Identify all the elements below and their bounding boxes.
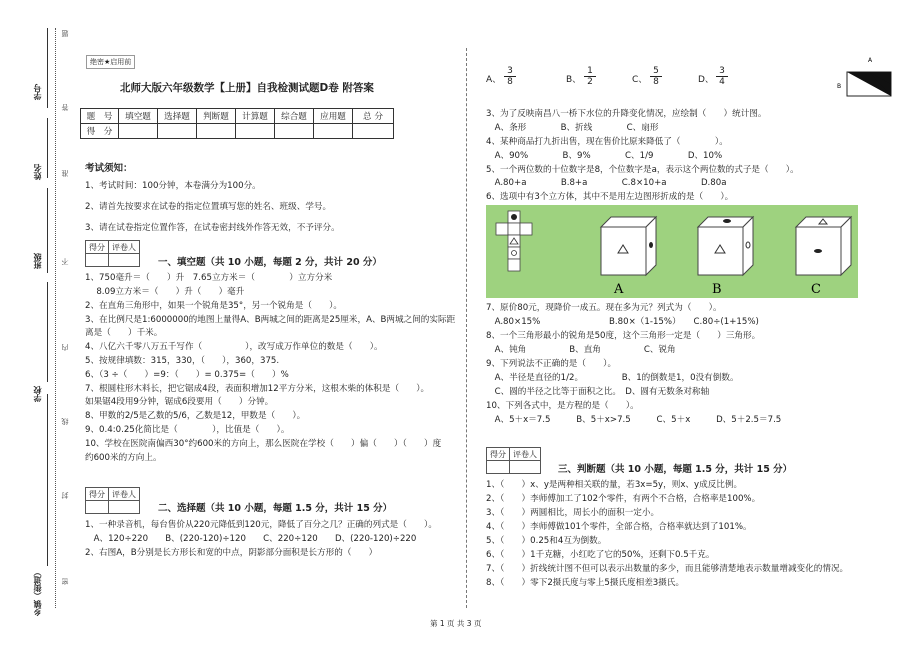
fill-line: 如果锯4段用9分钟，锯成6段要用（ ）分钟。 (85, 397, 274, 407)
choice-line: 2、右图A，B分别是长方形长和宽的中点，阴影部分面积是长方形的（ ） (85, 548, 378, 558)
score-header-cell: 综合题 (275, 109, 314, 124)
choice-line: 1、一种录音机，每台售价从220元降低到120元，降低了百分之几？正确的列式是（ ）。 (85, 520, 437, 530)
label-student-id: 学号 (33, 84, 42, 100)
score-cell[interactable] (119, 124, 158, 139)
right-choice-line: 8、一个三角形最小的锐角是50度，这个三角形一定是（ ）三角形。 (486, 331, 761, 341)
score-header-cell: 应用题 (314, 109, 353, 124)
seal-tip: 密 (61, 578, 69, 585)
fill-line: 9、0.4:0.25化简比是（ ），比值是（ ）。 (85, 425, 290, 435)
grading-score-label: 得分 (487, 448, 510, 461)
right-choice-line: A.80×15% B.80×（1-15%） C.80÷(1+15%) (486, 317, 759, 327)
option-letter: A、 (486, 75, 502, 85)
right-choice-line: 9、下列说法不正确的是（ ）。 (486, 359, 617, 369)
right-choice-line: A.80+a B.8+a C.8×10+a D.80a (486, 178, 727, 188)
right-choice-line: 6、选项中有3个立方体，其中不是用左边图形折成的是（ ）。 (486, 192, 734, 202)
grading-grader-cell[interactable] (109, 501, 140, 514)
cube-options-figure (486, 205, 858, 298)
denominator: 4 (719, 77, 725, 87)
cube-drawing (486, 205, 858, 298)
section-judge-title: 三、判断题（共 10 小题，每题 1.5 分，共计 15 分） (558, 464, 793, 475)
choice-line: A、120÷220 B、(220-120)÷120 C、220÷120 D、(220-120)÷220 (85, 534, 417, 544)
notice-item: 3、请在试卷指定位置作答，在试卷密封线外作答无效，不予评分。 (85, 223, 340, 233)
notice-title: 考试须知： (85, 163, 133, 174)
fill-line: 8、甲数的2/5是乙数的5/6，乙数是12，甲数是（ ）。 (85, 411, 306, 421)
judge-line: 8、（ ）零下2摄氏度与零上5摄氏度相差3摄氏。 (486, 578, 685, 588)
grading-score-cell[interactable] (86, 254, 109, 267)
score-header-cell: 判断题 (197, 109, 236, 124)
right-choice-line: C、圆的半径之比等于面积之比。 D、圆有无数条对称轴 (486, 387, 710, 397)
option-letter: C、 (632, 75, 648, 85)
score-header-cell: 填空题 (119, 109, 158, 124)
seal-tip: 题 (61, 30, 69, 37)
judge-line: 2、（ ）李师傅加工了102个零件，有两个不合格，合格率是100%。 (486, 494, 761, 504)
score-header-cell: 总 分 (353, 109, 394, 124)
cube-label-a: A (614, 282, 624, 297)
judge-line: 4、（ ）李师傅做101个零件，全部合格，合格率就达到了101%。 (486, 522, 752, 532)
figure-label-a: A (868, 57, 873, 64)
grading-grader-label: 评卷人 (510, 448, 541, 461)
fill-line: 2、在直角三角形中，如果一个锐角是35°，另一个锐角是（ ）。 (85, 301, 343, 311)
grading-grader-label: 评卷人 (109, 241, 140, 254)
denominator: 8 (507, 77, 513, 87)
page-footer: 第 1 页 共 3 页 (430, 619, 482, 628)
label-school: 学校 (33, 386, 42, 402)
figure-label-b: B (837, 83, 842, 90)
score-header-cell: 题 号 (81, 109, 119, 124)
column-divider (466, 48, 467, 608)
binding-line (47, 394, 48, 566)
seal-tip: 答 (61, 104, 69, 111)
judge-line: 5、（ ）0.25和4互为倒数。 (486, 536, 607, 546)
fraction (716, 66, 728, 87)
seal-tip: 准 (61, 170, 69, 177)
fill-line: 离是（ ）千米。 (85, 328, 163, 338)
seal-tip: 封 (61, 492, 69, 499)
right-choice-line: 3、为了反映南昌八一桥下水位的升降变化情况，应绘制（ ）统计图。 (486, 109, 767, 119)
fill-line: 3、在比例尺是1:6000000的地图上量得A、B两城之间的距离是25厘米，A、B两城之间的实际距 (85, 315, 456, 325)
binding-line (47, 28, 48, 108)
right-choice-line: 10、下列各式中，是方程的是（ ）。 (486, 401, 639, 411)
score-cell[interactable] (197, 124, 236, 139)
fill-line: 约600米的方向上。 (85, 453, 162, 463)
grading-box (85, 487, 140, 514)
grading-box (486, 447, 541, 474)
notice-item: 1、考试时间：100分钟，本卷满分为100分。 (85, 181, 261, 191)
fill-line: 10、学校在医院南偏西30°约600米的方向上，那么医院在学校（ ）偏（ ）（ ）度 (85, 439, 442, 449)
fraction (650, 66, 662, 87)
label-class: 班级 (33, 253, 42, 269)
grading-box (85, 240, 140, 267)
score-cell[interactable] (158, 124, 197, 139)
judge-line: 7、（ ）折线统计图不但可以表示出数量的多少，而且能够清楚地表示数量增减变化的情况。 (486, 564, 849, 574)
denominator: 2 (587, 77, 593, 87)
right-choice-line: A、5＋x＝7.5 B、5＋x>7.5 C、5＋x D、5＋2.5＝7.5 (486, 415, 782, 425)
right-choice-line: A、半径是直径的1/2。 B、1的倒数是1，0没有倒数。 (486, 373, 739, 383)
grading-score-label: 得分 (86, 241, 109, 254)
option-letter: D、 (698, 75, 714, 85)
judge-line: 3、（ ）两圆相比，周长小的面积一定小。 (486, 508, 660, 518)
score-row-label: 得 分 (81, 124, 119, 139)
label-township: 乡镇（街道） (33, 568, 42, 616)
seal-tip: 内 (61, 344, 69, 351)
fraction (584, 66, 596, 87)
grading-score-cell[interactable] (487, 461, 510, 474)
score-cell[interactable] (314, 124, 353, 139)
grading-score-label: 得分 (86, 488, 109, 501)
seal-tip: 不 (61, 258, 69, 265)
right-choice-line: A、条形 B、折线 C、扇形 (486, 123, 659, 133)
right-choice-line: 7、原价80元，现降价一成五。现在多为元？列式为（ ）。 (486, 303, 722, 313)
option-letter: B、 (566, 75, 582, 85)
right-choice-line: 4、某种商品打九折出售，现在售价比原来降低了（ ）。 (486, 137, 728, 147)
score-cell[interactable] (353, 124, 394, 139)
fill-line: 5、按规律填数：315，330，（ ），360，375. (85, 356, 280, 366)
numerator: 3 (504, 66, 516, 77)
numerator: 1 (584, 66, 596, 77)
cube-label-b: B (712, 282, 722, 297)
judge-line: 1、（ ）x、y是两种相关联的量，若3x=5y，则x、y成反比例。 (486, 480, 743, 490)
denominator: 8 (653, 77, 659, 87)
rectangle-shaded-figure (835, 52, 895, 102)
notice-item: 2、请首先按要求在试卷的指定位置填写您的姓名、班级、学号。 (85, 202, 332, 212)
score-header-cell: 计算题 (236, 109, 275, 124)
fill-line: 4、八亿六千零八万五千写作（ ），改写成万作单位的数是（ ）。 (85, 342, 383, 352)
seal-dotted-line (55, 28, 56, 608)
judge-line: 6、（ ）1千克糖，小红吃了它的50%，还剩下0.5千克。 (486, 550, 715, 560)
grading-grader-cell[interactable] (510, 461, 541, 474)
score-cell[interactable] (236, 124, 275, 139)
fill-line: 7、根圆柱形木料长，把它锯成4段，表面积增加12平方分米，这根木柴的体积是（ ）。 (85, 384, 430, 394)
fill-line: 6、（3 ÷（ ）=9：（ ）= 0.375=（ ）% (85, 370, 289, 380)
score-table (80, 108, 394, 139)
binding-line (47, 282, 48, 382)
score-cell[interactable] (275, 124, 314, 139)
right-choice-line: A、90% B、9% C、1/9 D、10% (486, 151, 723, 161)
numerator: 3 (716, 66, 728, 77)
fraction (504, 66, 516, 87)
page-title: 北师大版六年级数学【上册】自我检测试题D卷 附答案 (120, 82, 374, 94)
grading-grader-cell[interactable] (109, 254, 140, 267)
section-choice-title: 二、选择题（共 10 小题，每题 1.5 分，共计 15 分） (158, 503, 393, 514)
confidential-badge: 绝密★启用前 (86, 55, 135, 69)
grading-grader-label: 评卷人 (109, 488, 140, 501)
label-name: 姓名 (33, 164, 42, 180)
score-header-cell: 选择题 (158, 109, 197, 124)
cube-label-c: C (811, 282, 821, 297)
numerator: 5 (650, 66, 662, 77)
seal-tip: 线 (61, 418, 69, 425)
right-choice-line: A、钝角 B、直角 C、锐角 (486, 345, 676, 355)
section-fill-title: 一、填空题（共 10 小题，每题 2 分，共计 20 分） (158, 257, 382, 268)
fill-line: 8.09立方米＝（ ）升（ ）毫升 (85, 287, 245, 297)
grading-score-cell[interactable] (86, 501, 109, 514)
binding-line (47, 188, 48, 273)
fill-line: 1、750毫升＝（ ）升 7.65立方米＝（ ）立方分米 (85, 273, 333, 283)
binding-line (47, 118, 48, 178)
right-choice-line: 5、一个两位数的十位数字是8，个位数字是a，表示这个两位数的式子是（ ）。 (486, 165, 799, 175)
